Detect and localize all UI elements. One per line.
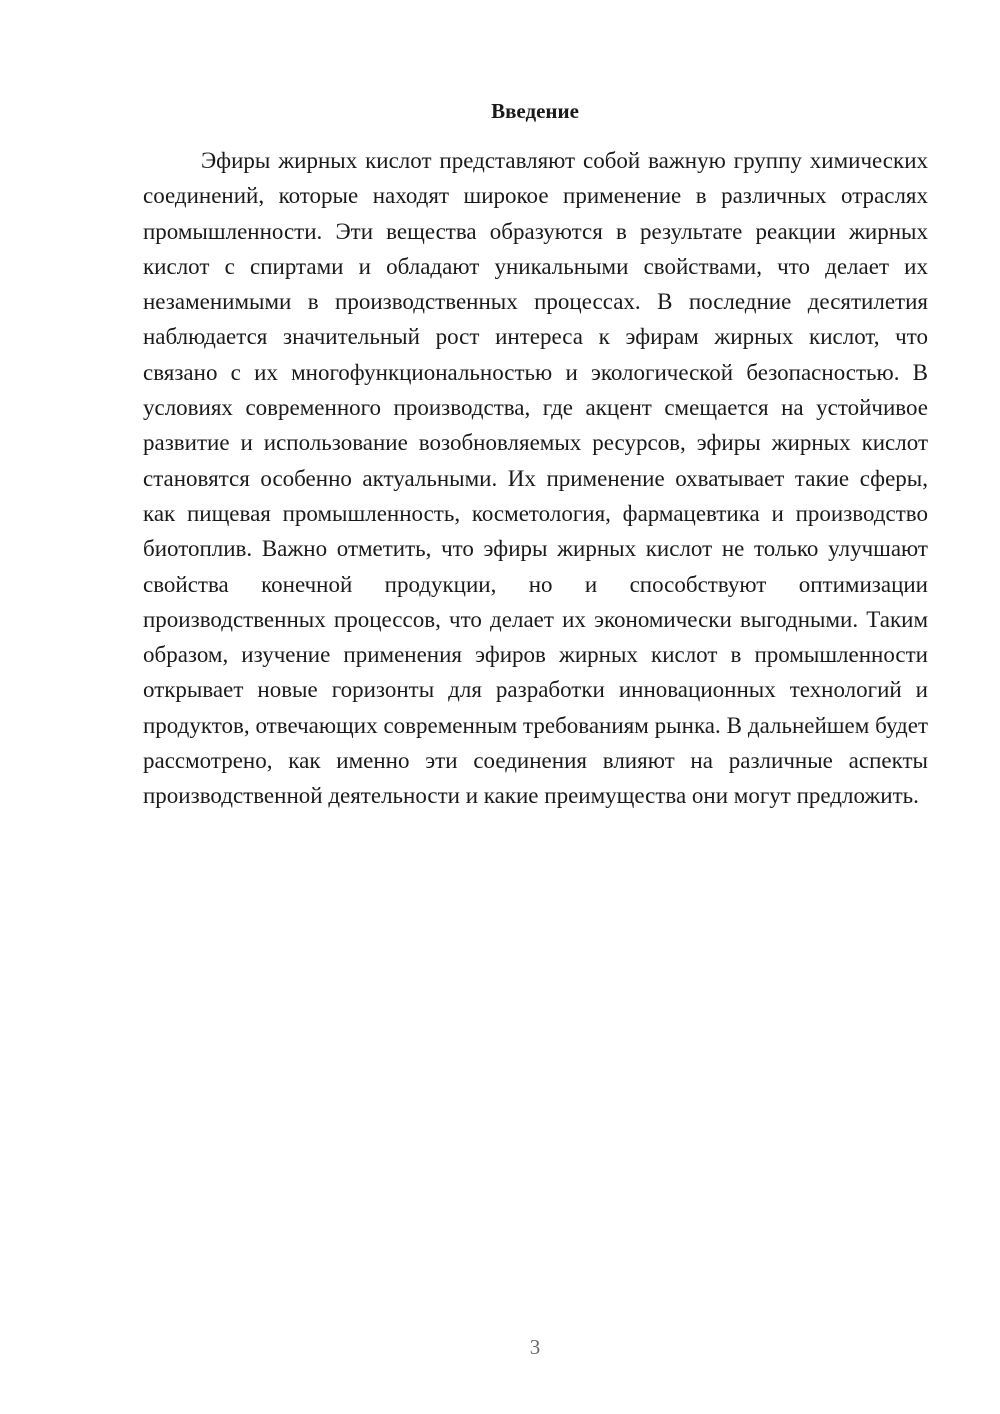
page-number: 3: [529, 1335, 541, 1359]
section-heading: Введение: [491, 99, 579, 123]
intro-paragraph: Эфиры жирных кислот представляют собой важную группу химических соединений, которые находят широкое применение в различных отраслях промышленности. Эти вещества образуются в результате реакции жирных кислот с спиртами и обладают уникальными свойствами, что делает их незаменимыми в производственных процессах. В последние десятилетия наблюдается значительный рост интереса к эфирам жирных кислот, что связано с их многофункциональностью и экологической безопасностью. В условиях современного производства, где акцент смещается на устойчивое развитие и использование возобновляемых ресурсов, эфиры жирных кислот становятся особенно актуальными. Их применение охватывает такие сферы, как пищевая промышленность, косметология, фармацевтика и производство биотоплив. Важно отметить, что эфиры жирных кислот не только улучшают свойства конечной продукции, но и способствуют оптимизации производственных процессов, что делает их экономически выгодными. Таким образом, изучение применения эфиров жирных кислот в промышленности открывает новые горизонты для разработки инновационных технологий и продуктов, отвечающих современным требованиям рынка. В дальнейшем будет рассмотрено, как именно эти соединения влияют на различные аспекты производственной деятельности и какие преимущества они могут предложить.: [143, 148, 928, 809]
